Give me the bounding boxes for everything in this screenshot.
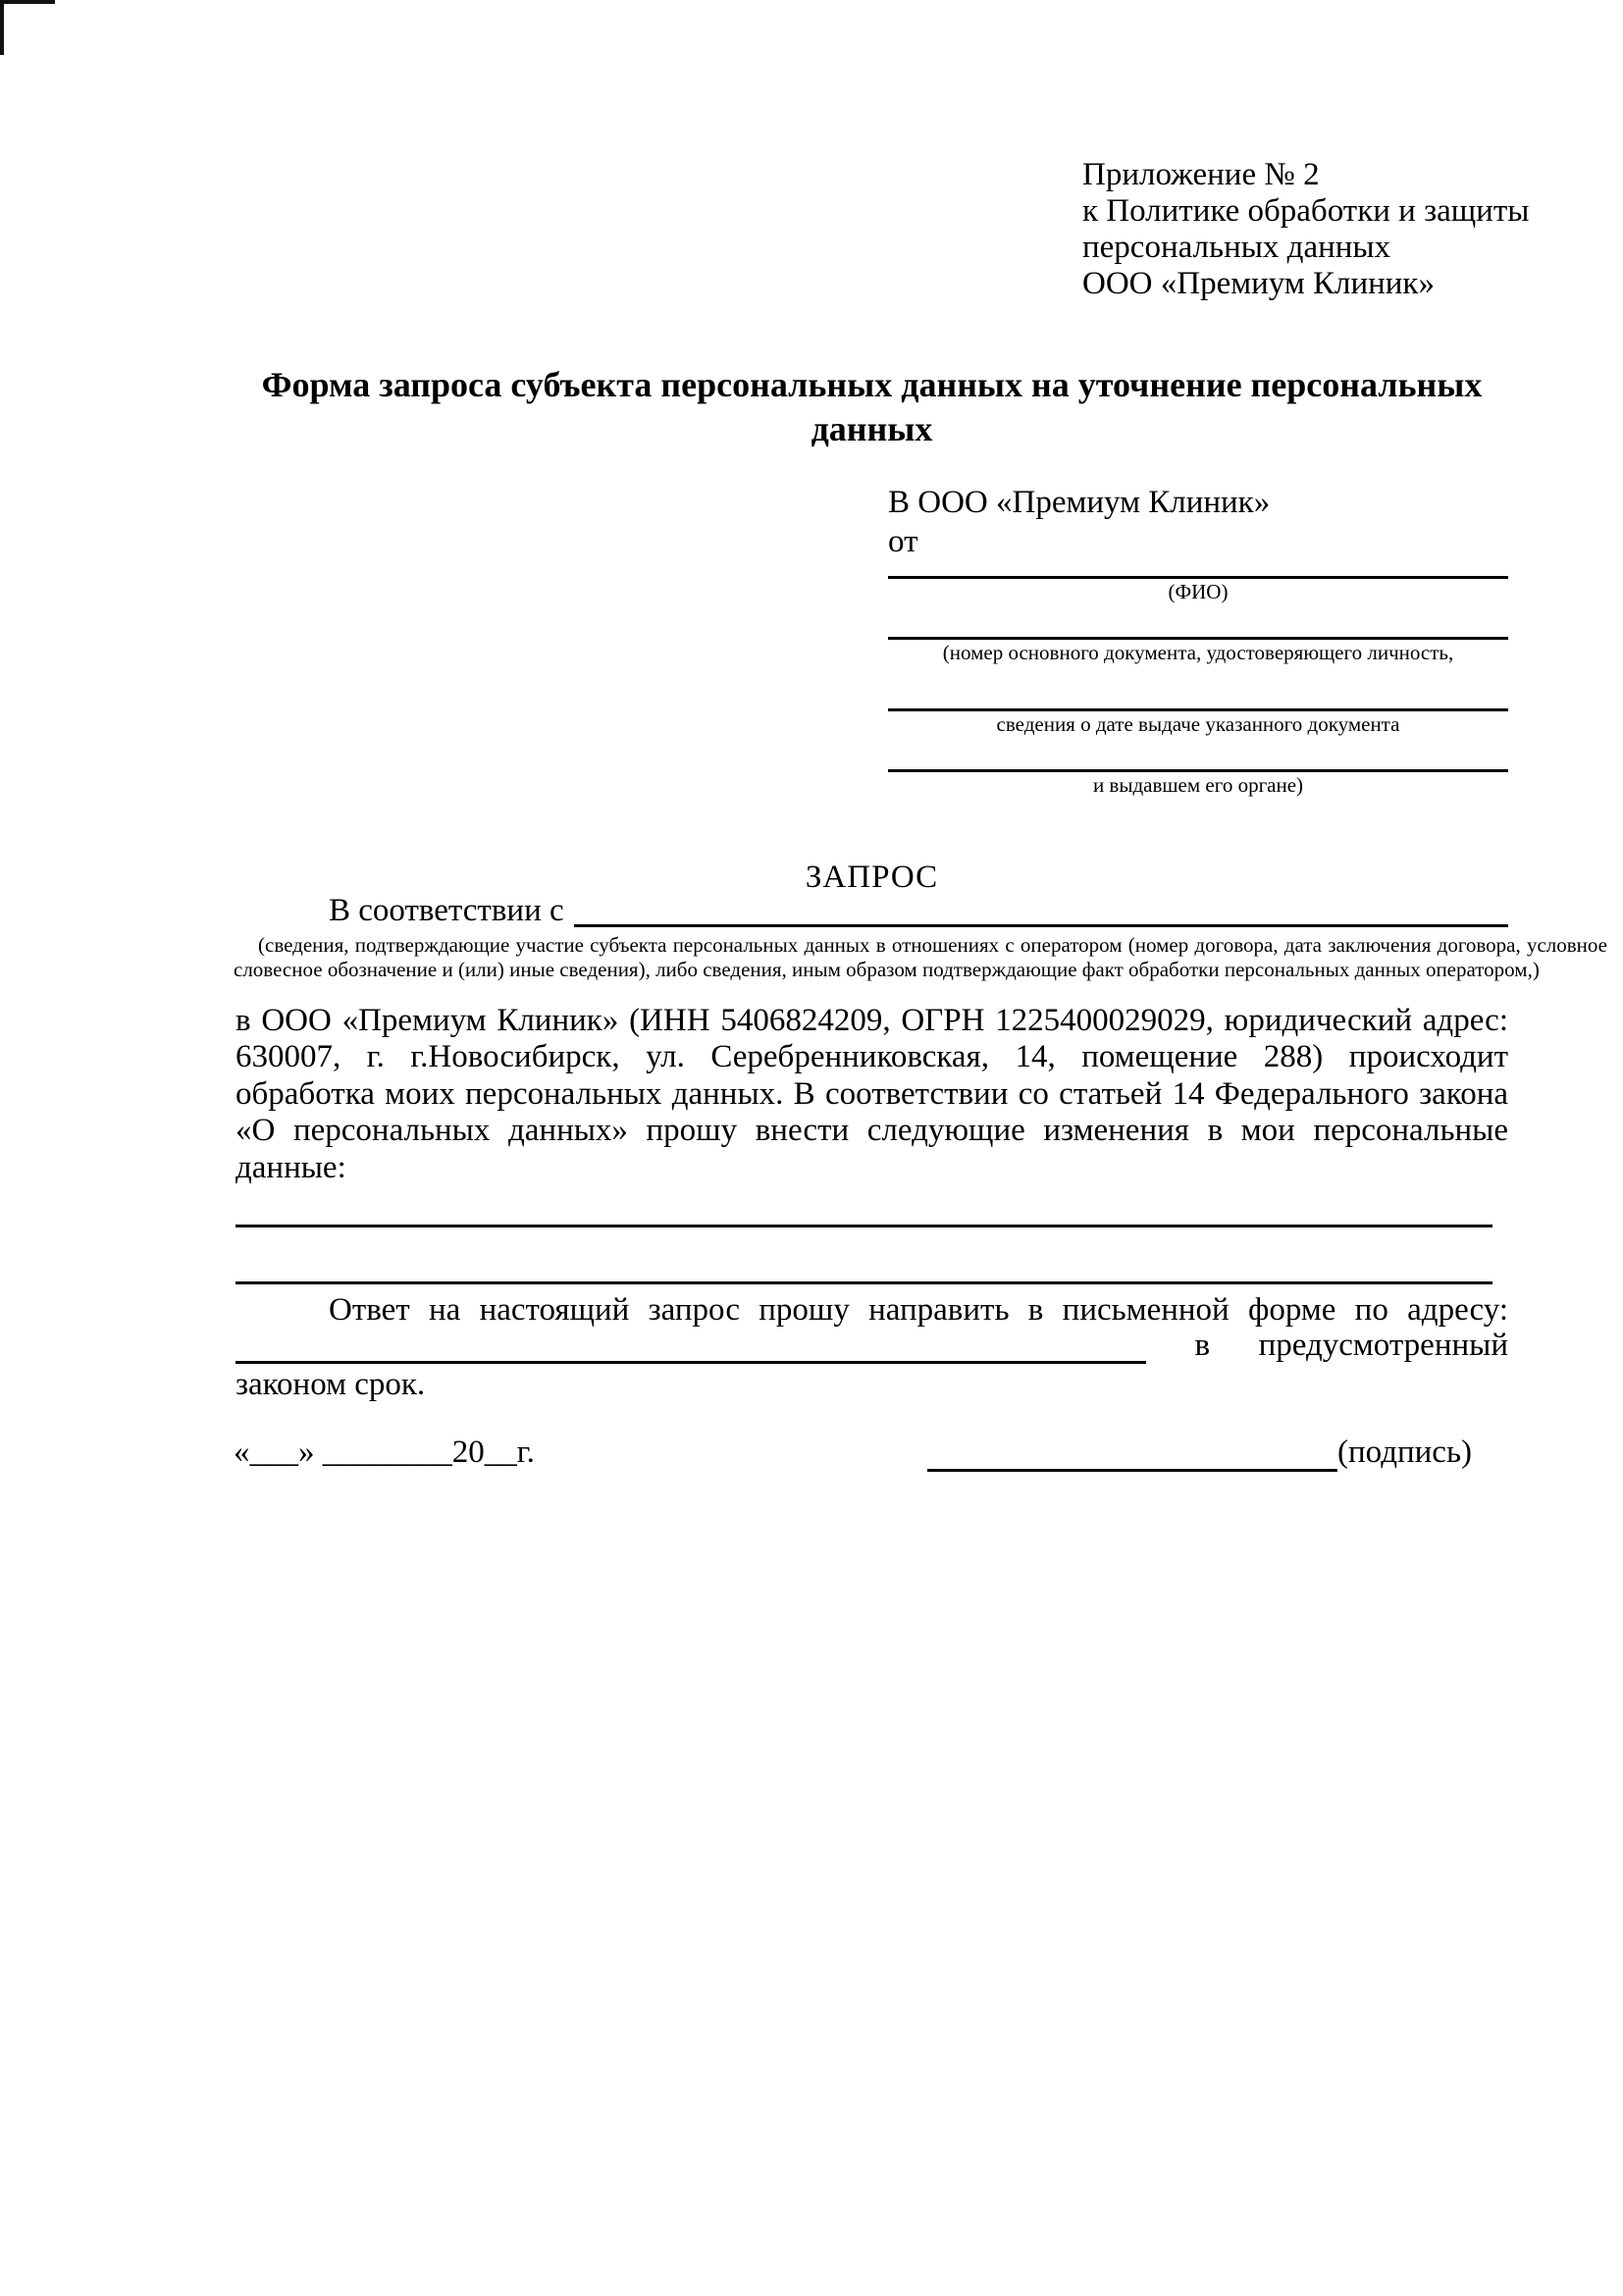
appendix-header — [1082, 157, 1529, 302]
appendix-number: Приложение № 2 — [1082, 157, 1320, 192]
issue-date-blank-line[interactable] — [888, 665, 1508, 711]
intro-line — [236, 891, 1508, 930]
signature-blank-line[interactable] — [927, 1434, 1337, 1472]
scan-edge-artifact — [0, 0, 55, 4]
appendix-policy-line2: персональных данных — [1082, 230, 1391, 265]
reply-address-sentence: Ответ на настоящий запрос прошу направить в письменной форме по адресу: — [329, 1292, 1508, 1328]
intro-prefix: В соответствии с — [329, 893, 564, 928]
document-number-caption: (номер основного документа, удостоверяющего личность, — [942, 641, 1454, 664]
changes-blank-line-1[interactable] — [236, 1177, 1492, 1227]
signature-caption: (подпись) — [1337, 1435, 1472, 1470]
addressee-from-label: от — [888, 524, 918, 559]
issuing-authority-caption: и выдавшем его органе) — [1092, 773, 1304, 797]
reply-word-term: предусмотренный — [1258, 1328, 1508, 1363]
reply-word-v: в — [1194, 1328, 1211, 1363]
reply-address-blank-line[interactable] — [236, 1330, 1146, 1364]
changes-blank-line-2[interactable] — [236, 1227, 1492, 1284]
signature-group — [927, 1433, 1472, 1472]
page-title: Форма запроса субъекта персональных данных на уточнение персональных данных — [261, 365, 1483, 448]
scan-edge-artifact — [0, 0, 4, 55]
fio-blank-line[interactable] — [888, 561, 1508, 579]
issuing-authority-blank-line[interactable] — [888, 737, 1508, 772]
appendix-company: ООО «Премиум Клиник» — [1082, 266, 1435, 301]
date-signature-row — [234, 1433, 1472, 1472]
addressee-to: В ООО «Премиум Клиник» — [888, 485, 1271, 520]
request-heading: ЗАПРОС — [805, 860, 939, 895]
fio-caption: (ФИО) — [1168, 580, 1229, 603]
date-blank[interactable]: «___» ________20__г. — [234, 1435, 535, 1470]
changes-blanks — [236, 1177, 1492, 1284]
addressee-block — [888, 483, 1508, 798]
document-number-blank-line[interactable] — [888, 604, 1508, 640]
request-body-paragraph: в ООО «Премиум Клиник» (ИНН 5406824209, ОГРН 1225400029029, юридический адрес: 630007, г. г.Новосибирск, ул. Серебренниковская, 14, помещение 288) происходит обработка моих персональных данных. В соответствии со статьей 14 Федерального закона «О персональных данных» прошу внести следующие изменения в мои персональные данные: — [236, 1003, 1508, 1185]
explanatory-note: (сведения, подтверждающие участие субъекта персональных данных в отношениях с оператором (номер договора, дата заключения договора, условное словесное обозначение и (или) иные сведения), либо сведения, иным образом подтверждающие факт обработки персональных данных оператором,) — [234, 933, 1607, 981]
reply-term-end: законом срок. — [236, 1367, 426, 1402]
reply-address-line — [236, 1327, 1508, 1364]
issue-date-caption: сведения о дате выдаче указанного документа — [996, 712, 1400, 736]
appendix-policy-line: к Политике обработки и защиты — [1082, 193, 1530, 229]
basis-blank-line[interactable] — [574, 891, 1508, 927]
